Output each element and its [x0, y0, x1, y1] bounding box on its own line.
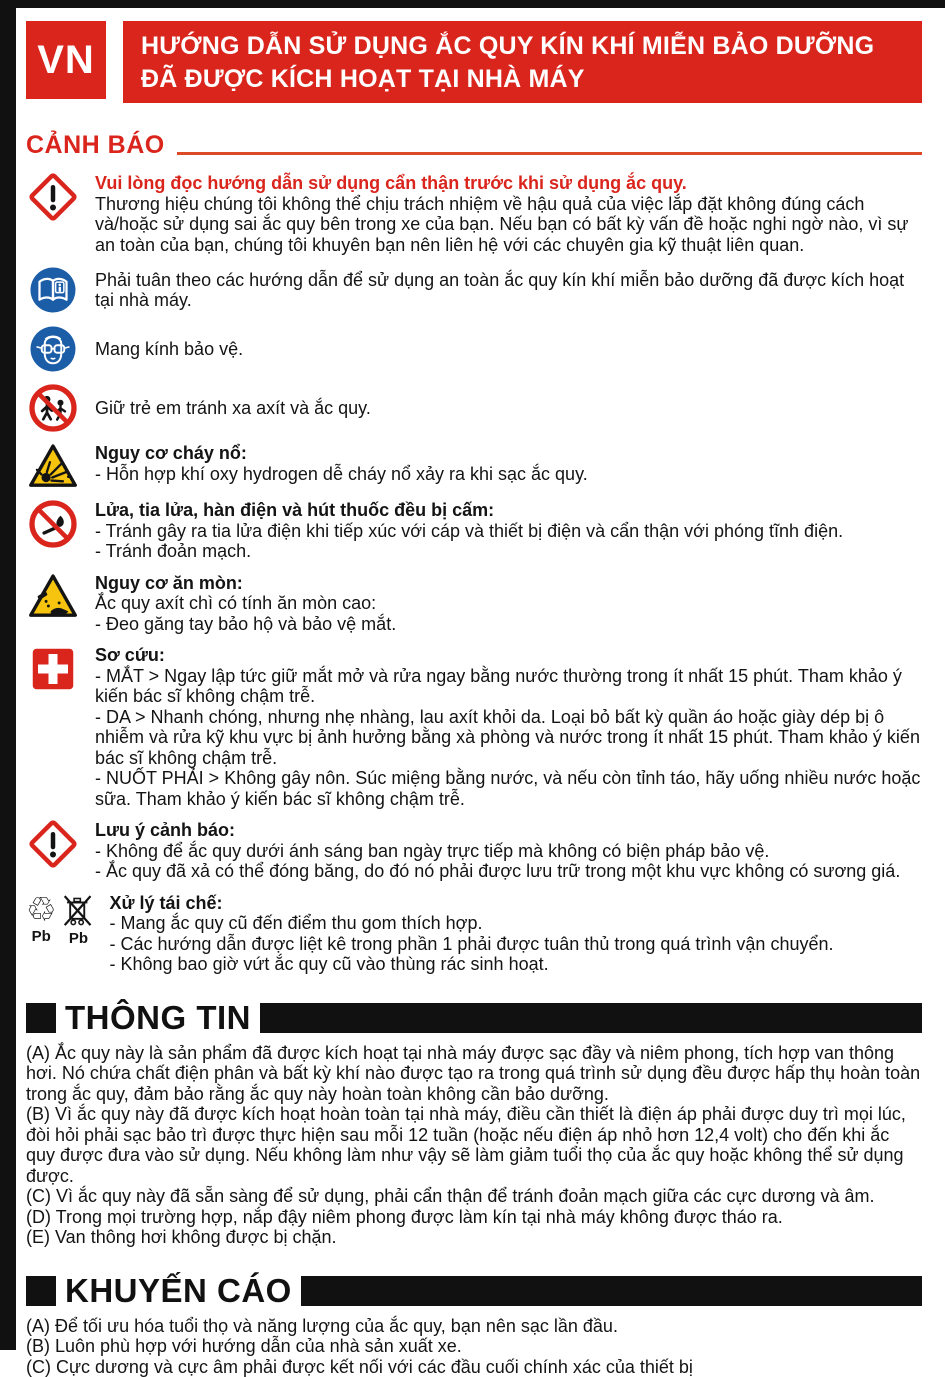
warning-item-title: Vui lòng đọc hướng dẫn sử dụng cẩn thận trước khi sử dụng ắc quy. [95, 173, 922, 194]
recycle-symbol-icon: ♲ [26, 893, 56, 927]
pb-label: Pb [69, 931, 88, 946]
warning-item [26, 573, 922, 635]
warning-section-header [26, 131, 922, 160]
warning-text [95, 173, 922, 255]
document-header [26, 21, 922, 103]
warning-text [95, 398, 922, 419]
advice-heading: KHUYẾN CÁO [65, 1272, 292, 1310]
corrosion-hazard-icon [26, 573, 80, 635]
warning-item [26, 266, 922, 314]
warning-text [109, 893, 922, 975]
warning-item-line: - DA > Nhanh chóng, nhưng nhẹ nhàng, lau axít khỏi da. Loại bỏ bất kỳ quần áo hoặc giày dép bị ô nhiễm và rửa kỹ khu vực bị ảnh hưởng bằng xà phòng và nước trong ít nhất 15 phút. Tham khảo ý kiến bác sĩ không chậm trễ. [95, 707, 922, 769]
pb-label: Pb [32, 929, 51, 944]
info-section-header [26, 999, 922, 1037]
warning-item-title: Sơ cứu: [95, 645, 922, 666]
warning-text [95, 500, 922, 562]
recycle-pb-icon [26, 893, 94, 975]
section-header-bar [260, 1003, 922, 1033]
ghs-exclamation-icon [26, 820, 80, 882]
warning-text [95, 573, 922, 635]
section-header-bar [301, 1276, 922, 1306]
warning-item [26, 500, 922, 562]
document-body [16, 8, 945, 1377]
document-title-line1: HƯỚNG DẪN SỬ DỤNG ẮC QUY KÍN KHÍ MIỄN BẢO DƯỠNG [141, 30, 904, 63]
section-square-icon [26, 1276, 56, 1306]
warning-item-line: - NUỐT PHẢI > Không gây nôn. Súc miệng bằng nước, và nếu còn tỉnh táo, hãy uống nhiều nước hoặc sữa. Tham khảo ý kiến bác sĩ không chậm trễ. [95, 768, 922, 809]
warning-item [26, 645, 922, 809]
warning-item-line: - Tránh gây ra tia lửa điện khi tiếp xúc với cáp và thiết bị điện và cẩn thận với phóng tĩnh điện. [95, 521, 922, 542]
language-tag: VN [26, 21, 106, 99]
no-children-icon [26, 384, 80, 432]
paragraph: (B) Luôn phù hợp với hướng dẫn của nhà sản xuất xe. [26, 1336, 922, 1357]
warning-item-title: Nguy cơ ăn mòn: [95, 573, 922, 594]
paragraph: (D) Trong mọi trường hợp, nắp đậy niêm phong được làm kín tại nhà máy không được tháo ra. [26, 1207, 922, 1228]
warning-item-line: - Không để ắc quy dưới ánh sáng ban ngày trực tiếp mà không có biện pháp bảo vệ. [95, 841, 922, 862]
warning-text [95, 645, 922, 809]
advice-section-header [26, 1272, 922, 1310]
warning-item-line: - Các hướng dẫn được liệt kê trong phần 1 phải được tuân thủ trong quá trình vận chuyển. [109, 934, 922, 955]
paragraph: (A) Ắc quy này là sản phẩm đã được kích hoạt tại nhà máy được sạc đầy và niêm phong, tích hợp van thông hơi. Nó chứa chất điện phân và bất kỳ khí nào được tạo ra trong quá trình sử dụng đều được hấp thụ hoàn toàn trong ắc quy, đảm bảo rằng ắc quy này hoàn toàn không cần bảo dưỡng. [26, 1043, 922, 1105]
warning-item-line: - Ắc quy đã xả có thể đóng băng, do đó nó phải được lưu trữ trong một khu vực không có sương giá. [95, 861, 922, 882]
document-title [123, 21, 922, 103]
warning-item-line: - Không bao giờ vứt ắc quy cũ vào thùng rác sinh hoạt. [109, 954, 922, 975]
warning-item-line: - Mang ắc quy cũ đến điểm thu gom thích hợp. [109, 913, 922, 934]
paragraph: (B) Vì ắc quy này đã được kích hoạt hoàn toàn tại nhà máy, điều cần thiết là điện áp phải được duy trì mọi lúc, đòi hỏi phải sạc bảo trì được thực hiện sau mỗi 12 tuần (hoặc nếu điện áp nhỏ hơn 12,4 volt) cho đến khi ắc quy được đưa vào sử dụng. Nếu không làm như vậy sẽ làm giảm tuổi thọ của ắc quy hoặc không thể sử dụng được. [26, 1104, 922, 1186]
paragraph: (C) Vì ắc quy này đã sẵn sàng để sử dụng, phải cẩn thận để tránh đoản mạch giữa các cực dương và âm. [26, 1186, 922, 1207]
warning-item-line: - MẮT > Ngay lập tức giữ mắt mở và rửa ngay bằng nước thường trong ít nhất 15 phút. Tham khảo ý kiến bác sĩ không chậm trễ. [95, 666, 922, 707]
warning-item-line: - Đeo găng tay bảo hộ và bảo vệ mắt. [95, 614, 922, 635]
section-square-icon [26, 1003, 56, 1033]
warning-item-title: Lửa, tia lửa, hàn điện và hút thuốc đều bị cấm: [95, 500, 922, 521]
warning-item-line: Phải tuân theo các hướng dẫn để sử dụng an toàn ắc quy kín khí miễn bảo dưỡng đã được kích hoạt tại nhà máy. [95, 270, 922, 311]
warning-item [26, 820, 922, 882]
warning-item [26, 384, 922, 432]
warning-item-line: - Tránh đoản mạch. [95, 541, 922, 562]
advice-paragraphs [26, 1316, 922, 1377]
warning-items [26, 173, 922, 975]
warning-item [26, 173, 922, 255]
warning-item [26, 893, 922, 975]
warning-text [95, 820, 922, 882]
warning-text [95, 339, 922, 360]
warning-item-line: Giữ trẻ em tránh xa axít và ắc quy. [95, 398, 922, 419]
explosion-hazard-icon [26, 443, 80, 489]
warning-item-line: Thương hiệu chúng tôi không thể chịu trách nhiệm về hậu quả của việc lắp đặt không đúng cách và/hoặc sử dụng sai ắc quy bên trong xe của bạn. Nếu bạn có bất kỳ vấn đề hoặc nghi ngờ nào, vì sự an toàn của bạn, chúng tôi khuyên bạn nên liên hệ với các chuyên gia kỹ thuật liên quan. [95, 194, 922, 256]
warning-text [95, 270, 922, 311]
warning-item-line: Ắc quy axít chì có tính ăn mòn cao: [95, 593, 922, 614]
paragraph: (E) Van thông hơi không được bị chặn. [26, 1227, 922, 1248]
manual-book-icon [26, 266, 80, 314]
no-trash-bin-icon [62, 893, 94, 929]
warning-heading-rule [177, 152, 922, 155]
info-paragraphs [26, 1043, 922, 1248]
first-aid-icon [26, 645, 80, 809]
warning-item-title: Xử lý tái chế: [109, 893, 922, 914]
info-heading: THÔNG TIN [65, 999, 251, 1037]
paragraph: (C) Cực dương và cực âm phải được kết nối với các đầu cuối chính xác của thiết bị [26, 1357, 922, 1377]
warning-item-line: Mang kính bảo vệ. [95, 339, 922, 360]
warning-item-title: Nguy cơ cháy nổ: [95, 443, 922, 464]
warning-item-title: Lưu ý cảnh báo: [95, 820, 922, 841]
paragraph: (A) Để tối ưu hóa tuổi thọ và năng lượng của ắc quy, bạn nên sạc lần đầu. [26, 1316, 922, 1337]
warning-item-line: - Hỗn hợp khí oxy hydrogen dễ cháy nổ xảy ra khi sạc ắc quy. [95, 464, 922, 485]
warning-text [95, 443, 922, 489]
safety-goggles-icon [26, 325, 80, 373]
no-fire-icon [26, 500, 80, 562]
ghs-exclamation-icon [26, 173, 80, 255]
left-edge-bar [0, 0, 16, 1350]
top-edge-bar [0, 0, 945, 8]
warning-item [26, 443, 922, 489]
document-title-line2: ĐÃ ĐƯỢC KÍCH HOẠT TẠI NHÀ MÁY [141, 63, 904, 96]
warning-heading: CẢNH BÁO [26, 131, 165, 160]
warning-item [26, 325, 922, 373]
